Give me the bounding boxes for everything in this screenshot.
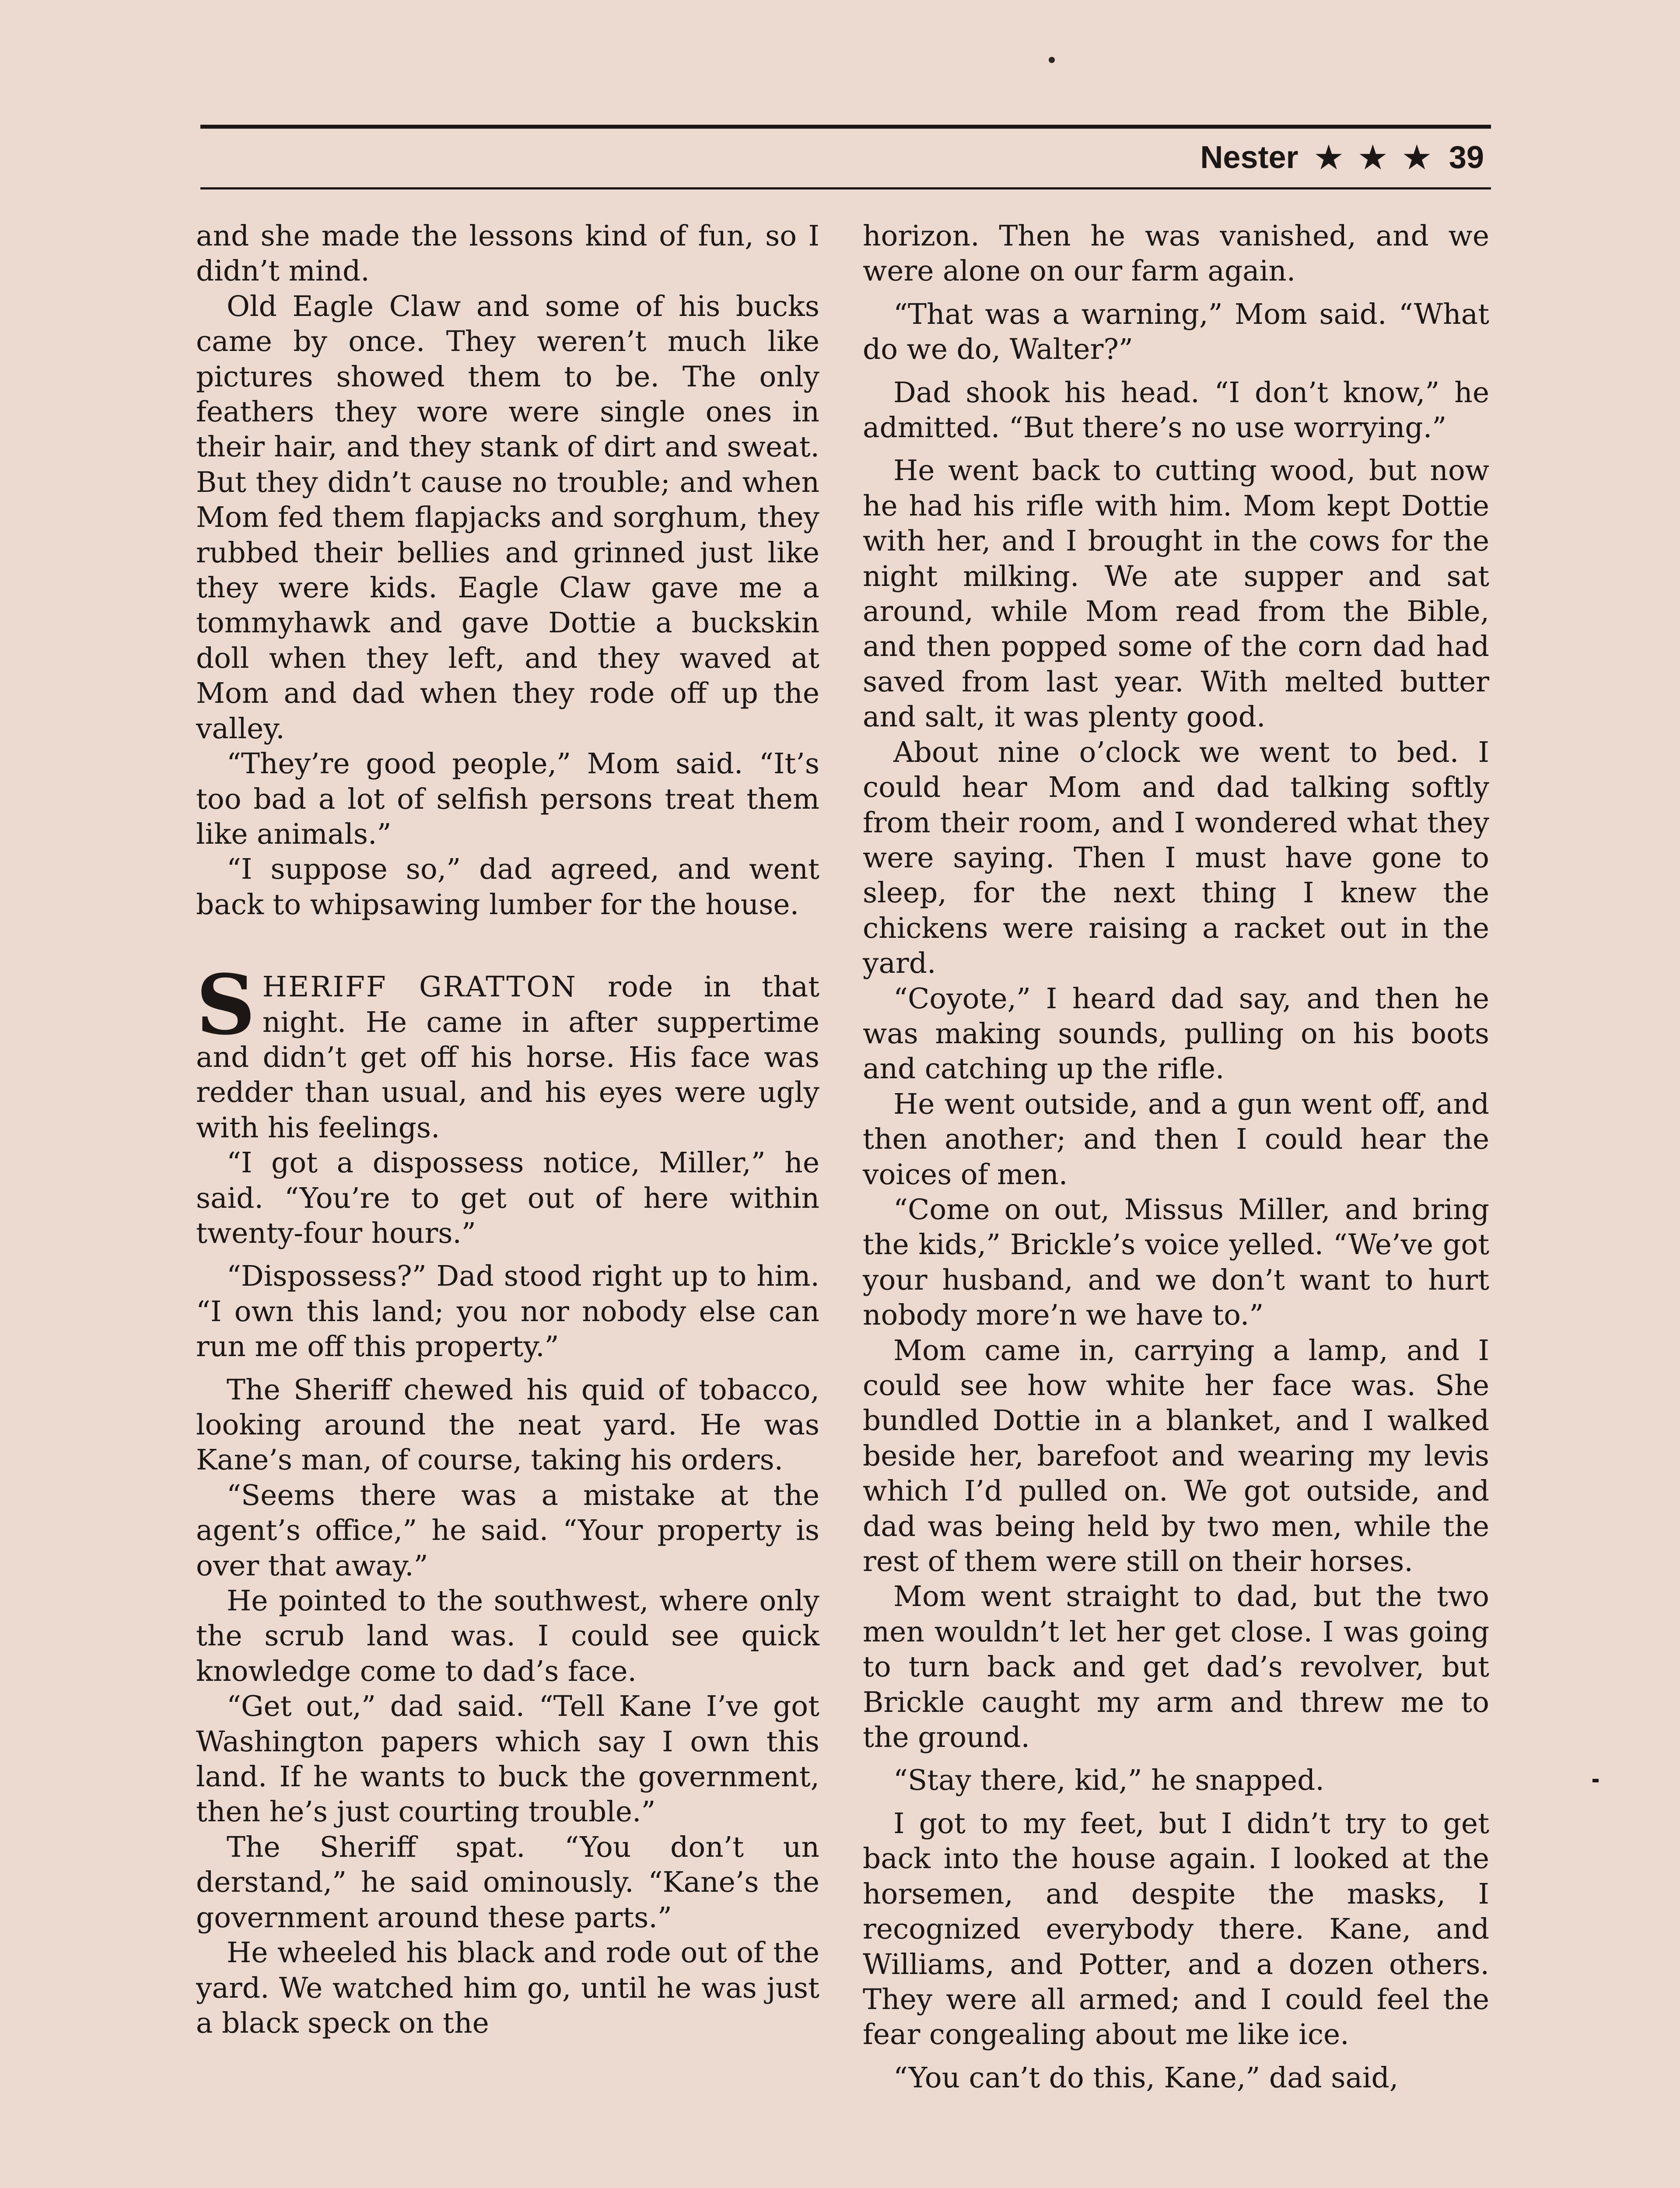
paragraph: The Sheriff spat. “You don’t un derstand,” he said ominously. “Kane’s the government around these parts.” — [196, 1830, 819, 1934]
paragraph: “I got a dispossess notice, Miller,” he said. “You’re to get out of here within twenty-four hours.” — [196, 1147, 819, 1250]
paragraph: “Get out,” dad said. “Tell Kane I’ve got Washington papers which say I own this land. If he wants to buck the government, then he’s just courting trouble.” — [196, 1690, 819, 1829]
running-header — [1200, 136, 1484, 179]
paragraph: He pointed to the southwest, where only the scrub land was. I could see quick knowledge come to dad’s face. — [196, 1585, 819, 1688]
section-opening-paragraph — [196, 957, 819, 1146]
paragraph: He wheeled his black and rode out of the yard. We watched him go, until he was just a black speck on the — [196, 1936, 819, 2040]
story-title: Nester — [1200, 140, 1298, 175]
paragraph: He went outside, and a gun went off, and then another; and then I could hear the voices of men. — [863, 1087, 1489, 1191]
paragraph: I got to my feet, but I didn’t try to get back into the house again. I looked at the horsemen, and despite the masks, I recognized everybody there. Kane, and Williams, and Potter, and a dozen others. They were all armed; and I could feel the fear congealing about me like ice. — [863, 1807, 1489, 2051]
header-rule-bottom — [200, 187, 1491, 189]
left-column — [196, 219, 819, 2041]
paragraph: “Dispossess?” Dad stood right up to him. “I own this land; you nor nobody else can run me off this property.” — [196, 1260, 819, 1364]
page-number: 39 — [1449, 140, 1484, 175]
paragraph: Old Eagle Claw and some of his bucks came by once. They weren’t much like pictures showed them to be. The only feathers they wore were single ones in their hair, and they stank of dirt and sweat. But they didn’t cause no trouble; and when Mom fed them flapjacks and sorghum, they rubbed their bellies and grinned just like they were kids. Eagle Claw gave me a tommyhawk and gave Dottie a buckskin doll when they left, and they waved at Mom and dad when they rode off up the valley. — [196, 290, 819, 745]
paragraph: The Sheriff chewed his quid of tobacco, looking around the neat yard. He was Kane’s man, of course, taking his orders. — [196, 1373, 819, 1477]
header-rule-top — [200, 125, 1491, 129]
paragraph: “That was a warning,” Mom said. “What do we do, Walter?” — [863, 298, 1489, 366]
paragraph: and she made the lessons kind of fun, so I didn’t mind. — [196, 220, 819, 288]
paragraph: “Come on out, Missus Miller, and bring the kids,” Brickle’s voice yelled. “We’ve got your husband, and we don’t want to hurt nobody more’n we have to.” — [863, 1193, 1489, 1332]
section-lead-in: HERIFF GRATTON — [262, 971, 577, 1004]
paragraph: “Seems there was a mistake at the agent’s office,” he said. “Your property is over that away.” — [196, 1479, 819, 1582]
paragraph: “Stay there, kid,” he snapped. — [893, 1764, 1324, 1797]
paragraph: “You can’t do this, Kane,” dad said, — [893, 2061, 1399, 2094]
star-icon: ★ — [1315, 140, 1343, 175]
page-speck — [1049, 57, 1055, 63]
paragraph: He went back to cutting wood, but now he had his rifle with him. Mom kept Dottie with her, and I brought in the cows for the night milking. We ate supper and sat around, while Mom read from the Bible, and then popped some of the corn dad had saved from last year. With melted butter and salt, it was plenty good. — [863, 454, 1489, 734]
paragraph: horizon. Then he was vanished, and we were alone on our farm again. — [863, 220, 1489, 288]
paragraph: “They’re good people,” Mom said. “It’s too bad a lot of selfish persons treat them like animals.” — [196, 747, 819, 851]
paragraph: Mom went straight to dad, but the two men wouldn’t let her get close. I was going to turn back and get dad’s revolver, but Brickle caught my arm and threw me to the ground. — [863, 1580, 1489, 1754]
star-icon: ★ — [1403, 140, 1431, 175]
right-column — [863, 219, 1489, 2096]
page-speck — [1592, 1779, 1599, 1782]
drop-cap: S — [196, 957, 256, 1054]
paragraph: “I suppose so,” dad agreed, and went back to whipsawing lumber for the house. — [196, 853, 819, 921]
paragraph: About nine o’clock we went to bed. I could hear Mom and dad talking softly from their room, and I wondered what they were saying. Then I must have gone to sleep, for the next thing I knew the chickens were raising a racket out in the yard. — [863, 736, 1489, 980]
paragraph: “Coyote,” I heard dad say, and then he was making sounds, pulling on his boots and catching up the rifle. — [863, 982, 1489, 1086]
paragraph: Mom came in, carrying a lamp, and I could see how white her face was. She bundled Dottie in a blanket, and I walked beside her, barefoot and wearing my levis which I’d pulled on. We got outside, and dad was being held by two men, while the rest of them were still on their horses. — [863, 1334, 1489, 1578]
star-icon: ★ — [1359, 140, 1387, 175]
paragraph: Dad shook his head. “I don’t know,” he admitted. “But there’s no use worrying.” — [863, 376, 1489, 445]
section-lead-text: rode in that night. He came in after suppertime and didn’t get off his horse. His face was redder than usual, and his eyes were ugly with his feelings. — [196, 971, 819, 1144]
